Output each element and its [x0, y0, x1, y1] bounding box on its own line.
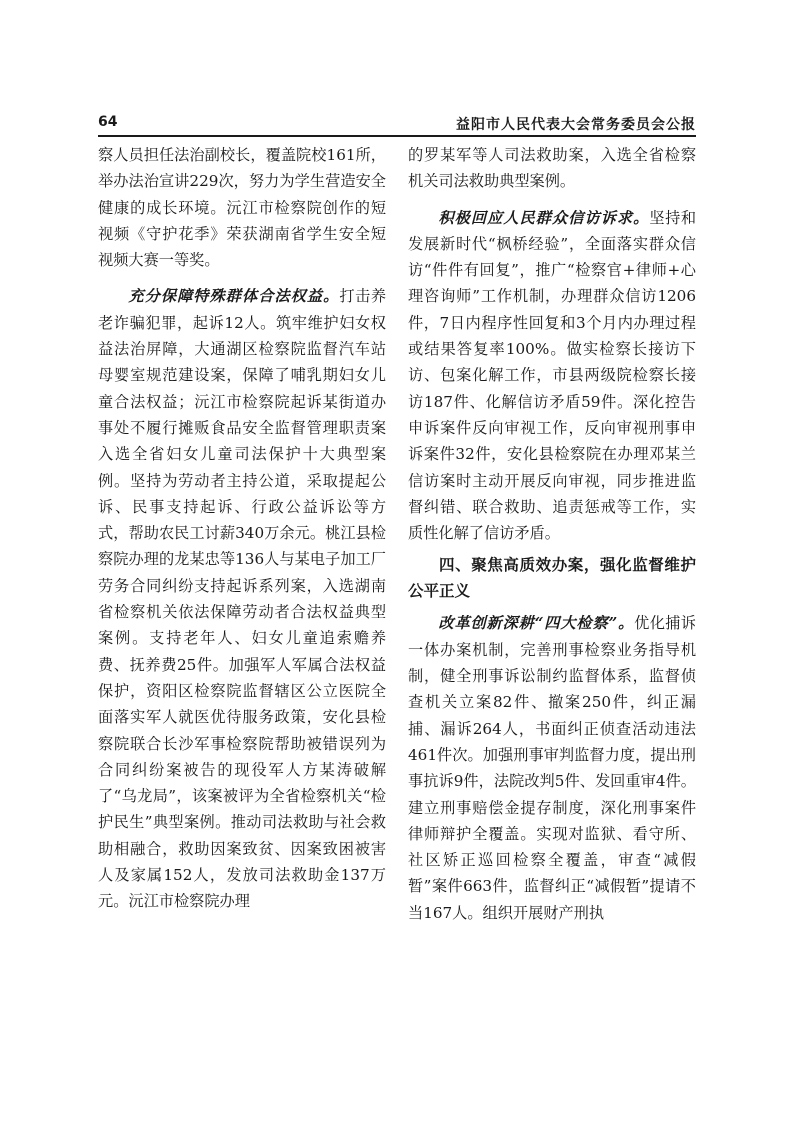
- paragraph: 察人员担任法治副校长，覆盖院校161所，举办法治宣讲229次，努力为学生营造安全健康的成长环境。沅江市检察院创作的短视频《守护花季》荣获湖南省学生安全短视频大赛一等奖。: [98, 146, 386, 270]
- paragraph-lead: 充分保障特殊群体合法权益。: [128, 287, 340, 306]
- paragraph: [98, 283, 386, 914]
- paragraph-body: 打击养老诈骗犯罪，起诉12人。筑牢维护妇女权益法治屏障，大通湖区检察院监督汽车站母婴室规范建设案，保障了哺乳期妇女儿童合法权益；沅江市检察院起诉某街道办事处不履行摊贩食品安全监督管理职责案入选全省妇女儿童司法保护十大典型案例。坚持为劳动者主持公道，采取提起公诉、民事支持起诉、行政公益诉讼等方式，帮助农民工讨薪340万余元。桃江县检察院办理的龙某忠等136人与某电子加工厂劳务合同纠纷支持起诉系列案，入选湖南省检察机关依法保障劳动者合法权益典型案例。支持老年人、妇女儿童追索赡养费、抚养费25件。加强军人军属合法权益保护，资阳区检察院监督辖区公立医院全面落实军人就医优待服务政策，安化县检察院联合长沙军事检察院帮助被错误列为合同纠纷案被告的现役军人方某涛破解了“乌龙局”，该案被评为全省检察机关“检护民生”典型案例。推动司法救助与社会救助相融合，救助因案致贫、因案致困被害人及家属152人，发放司法救助金137万元。沅江市检察院办理: [98, 287, 387, 911]
- paragraph-body: 坚持和发展新时代“枫桥经验”，全面落实群众信访“件件有回复”，推广“检察官+律师+心理咨询师”工作机制，办理群众信访1206件，7日内程序性回复和3个月内办理过程或结果答复率100%。做实检察长接访下访、包案化解工作，市县两级院检察长接访187件、化解信访矛盾59件。深化控告申诉案件反向审视工作，反向审视刑事申诉案件32件，安化县检察院在办理邓某兰信访案时主动开展反向审视，同步推进监督纠错、联合救助、追责惩戒等工作，实质性化解了信访矛盾。: [408, 208, 697, 543]
- page-number: 64: [98, 114, 118, 130]
- right-column: [408, 142, 696, 926]
- paragraph-body: 优化捕诉一体办案机制，完善刑事检察业务指导机制，健全刑事诉讼制约监督体系，监督侦查机关立案82件、撤案250件，纠正漏捕、漏诉264人，书面纠正侦查活动违法461件次。加强刑事审判监督力度，提出刑事抗诉9件，法院改判5件、发回重审4件。建立刑事赔偿金提存制度，深化刑事案件律师辩护全覆盖。实现对监狱、看守所、社区矫正巡回检察全覆盖，审查“减假暂”案件663件，监督纠正“减假暂”提请不当167人。组织开展财产刑执: [408, 614, 696, 922]
- section-heading: 四、聚焦高质效办案，强化监督维护公平正义: [408, 556, 696, 601]
- page-header: [98, 112, 696, 136]
- header-divider: [98, 135, 696, 137]
- paragraph: 的罗某军等人司法救助案，入选全省检察机关司法救助典型案例。: [408, 146, 696, 191]
- paragraph-lead: 积极回应人民群众信访诉求。: [438, 208, 650, 227]
- paragraph: [408, 205, 696, 547]
- paragraph: [408, 610, 696, 926]
- paragraph-lead: 改革创新深耕“四大检察”。: [438, 614, 635, 633]
- left-column: [98, 142, 386, 915]
- publication-title: 益阳市人民代表大会常务委员会公报: [456, 117, 696, 133]
